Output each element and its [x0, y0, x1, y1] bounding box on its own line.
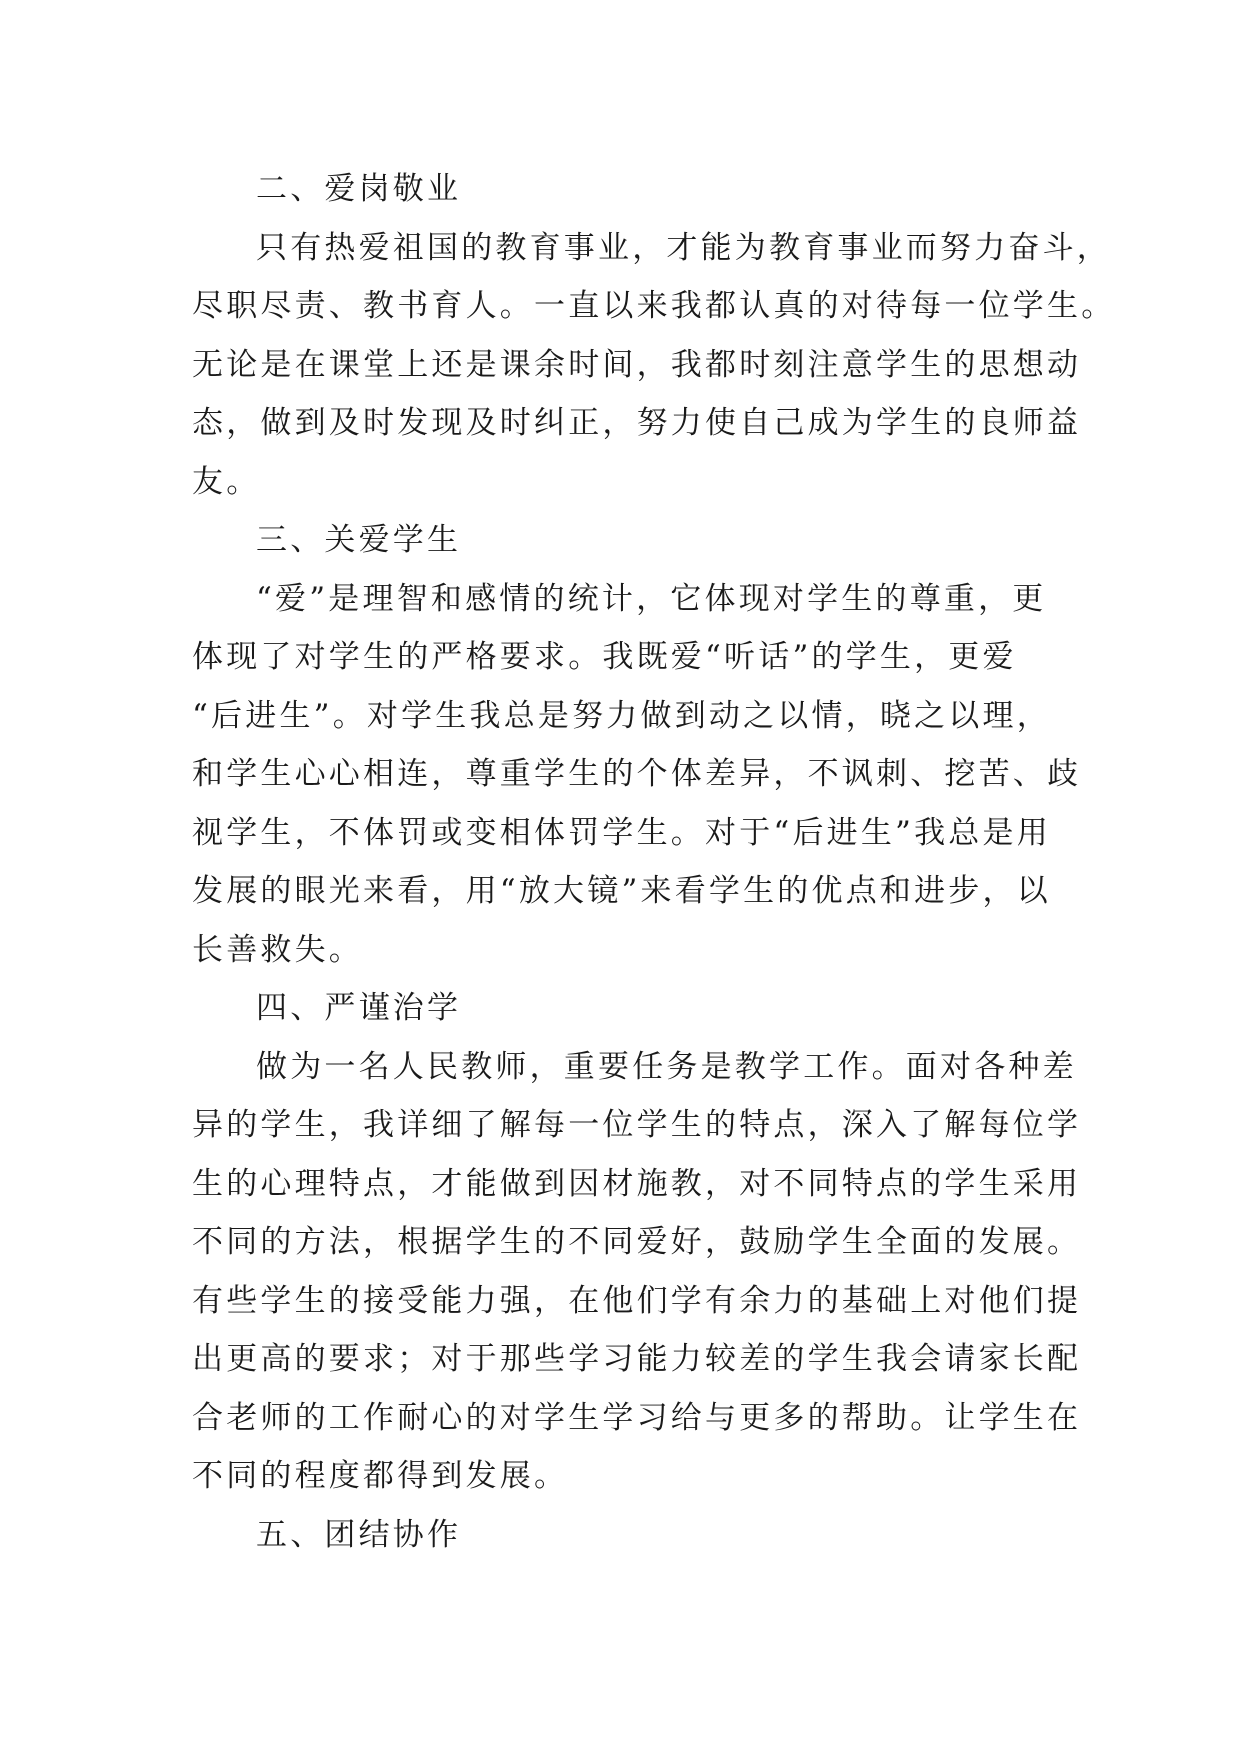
paragraph-line: 不同的程度都得到发展。	[192, 1458, 569, 1494]
paragraph-line: 出更高的要求；对于那些学习能力较差的学生我会请家长配	[192, 1341, 1082, 1377]
section-heading-care-students: 三、关爱学生	[256, 522, 462, 558]
paragraph-line: 和学生心心相连，尊重学生的个体差异，不讽刺、挖苦、歧	[192, 756, 1082, 792]
paragraph-line: 有些学生的接受能力强，在他们学有余力的基础上对他们提	[192, 1282, 1082, 1319]
paragraph-line: 做为一名人民教师，重要任务是教学工作。面对各种差	[256, 1048, 1077, 1085]
paragraph-line: 长善救失。	[192, 931, 363, 968]
section-heading-teamwork: 五、团结协作	[256, 1516, 462, 1553]
paragraph-care-students	[192, 570, 1082, 980]
section-heading-love-job: 二、爱岗敬业	[256, 171, 462, 207]
paragraph-line: 异的学生，我详细了解每一位学生的特点，深入了解每位学	[192, 1107, 1082, 1143]
section-heading-rigorous-teaching: 四、严谨治学	[256, 990, 462, 1026]
paragraph-line: 无论是在课堂上还是课余时间，我都时刻注意学生的思想动	[192, 346, 1082, 383]
paragraph-line: 不同的方法，根据学生的不同爱好，鼓励学生全面的发展。	[192, 1224, 1082, 1260]
paragraph-line: 尽职尽责、教书育人。一直以来我都认真的对待每一位学生。	[192, 288, 1116, 324]
paragraph-line: “后进生”。对学生我总是努力做到动之以情，晓之以理，	[192, 697, 1051, 734]
paragraph-rigorous-teaching	[192, 1038, 1082, 1506]
paragraph-line: 合老师的工作耐心的对学生学习给与更多的帮助。让学生在	[192, 1399, 1082, 1436]
paragraph-line: 友。	[192, 463, 261, 500]
paragraph-line: 只有热爱祖国的教育事业，才能为教育事业而努力奋斗，	[256, 229, 1111, 266]
document-body	[192, 160, 1116, 1564]
paragraph-line: 态，做到及时发现及时纠正，努力使自己成为学生的良师益	[192, 405, 1082, 441]
paragraph-love-job	[192, 219, 1116, 512]
paragraph-line: 生的心理特点，才能做到因材施教，对不同特点的学生采用	[192, 1165, 1082, 1202]
paragraph-line: 发展的眼光来看，用“放大镜”来看学生的优点和进步，以	[192, 873, 1051, 909]
paragraph-line: “爱”是理智和感情的统计，它体现对学生的尊重，更	[256, 580, 1047, 617]
paragraph-line: 体现了对学生的严格要求。我既爱“听话”的学生，更爱	[192, 639, 1017, 675]
paragraph-line: 视学生，不体罚或变相体罚学生。对于“后进生”我总是用	[192, 814, 1051, 851]
